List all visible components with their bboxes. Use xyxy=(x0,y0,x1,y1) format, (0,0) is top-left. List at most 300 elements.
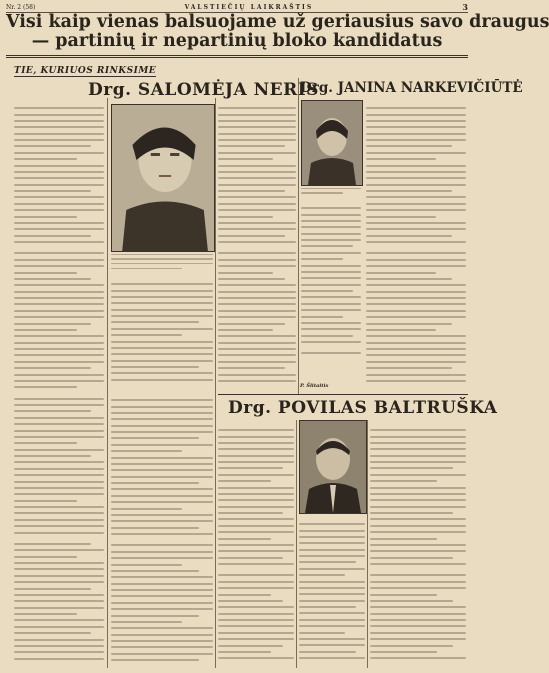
baltruska-heading: Drg. POVILAS BALTRUŠKA xyxy=(228,398,498,418)
text-line xyxy=(14,386,77,388)
text-line xyxy=(14,252,104,254)
text-line xyxy=(218,297,296,299)
text-line xyxy=(370,487,466,489)
text-line xyxy=(301,226,361,228)
text-line xyxy=(370,550,466,552)
text-line xyxy=(14,177,104,179)
text-line xyxy=(218,429,294,431)
text-line xyxy=(299,516,365,521)
text-line xyxy=(111,527,199,529)
text-line xyxy=(218,203,296,205)
text-line xyxy=(299,587,365,589)
text-line xyxy=(218,436,294,438)
text-line xyxy=(301,290,353,292)
text-line xyxy=(218,367,285,369)
text-line xyxy=(14,536,104,541)
text-line xyxy=(111,321,199,323)
text-line xyxy=(299,530,365,532)
text-line xyxy=(14,158,77,160)
text-line xyxy=(370,538,437,540)
neris-photo-caption-lines xyxy=(111,252,213,274)
text-line xyxy=(14,354,104,356)
text-line xyxy=(366,303,466,305)
text-line xyxy=(218,499,294,501)
text-line xyxy=(14,613,77,615)
text-line xyxy=(14,461,104,463)
text-line xyxy=(299,612,365,614)
text-line xyxy=(111,514,213,516)
text-line xyxy=(14,474,104,476)
text-line xyxy=(218,114,296,116)
text-line xyxy=(366,152,466,154)
text-line xyxy=(14,114,104,116)
text-line xyxy=(218,316,296,318)
text-line xyxy=(370,512,453,514)
neris-article-col-2 xyxy=(111,276,213,386)
text-line xyxy=(218,506,294,508)
text-line xyxy=(218,291,296,293)
text-line xyxy=(111,296,213,298)
text-line xyxy=(111,392,213,397)
text-line xyxy=(14,562,104,564)
text-line xyxy=(370,455,466,457)
text-line xyxy=(14,543,91,545)
text-line xyxy=(218,222,296,224)
text-line xyxy=(218,448,294,450)
text-line xyxy=(299,600,365,602)
text-line xyxy=(111,621,182,623)
text-line xyxy=(370,461,466,463)
text-line xyxy=(14,500,77,502)
text-line xyxy=(111,495,213,497)
text-line xyxy=(366,380,466,382)
text-line xyxy=(370,600,453,602)
text-line xyxy=(14,259,104,261)
text-line xyxy=(111,412,213,414)
text-line xyxy=(366,241,466,243)
text-line xyxy=(14,619,104,621)
text-line xyxy=(370,557,453,559)
text-line xyxy=(366,209,466,211)
text-line xyxy=(301,277,361,279)
text-line xyxy=(370,632,466,634)
text-line xyxy=(218,259,296,261)
text-line xyxy=(218,531,294,533)
text-line xyxy=(218,235,285,237)
text-line xyxy=(111,353,213,355)
text-line xyxy=(218,374,296,376)
text-line xyxy=(218,335,296,337)
text-line xyxy=(218,557,283,559)
text-line xyxy=(301,265,361,267)
text-line xyxy=(299,555,365,557)
text-line xyxy=(218,567,294,572)
text-line xyxy=(366,228,466,230)
text-line xyxy=(299,638,365,640)
text-line xyxy=(370,436,466,438)
text-line xyxy=(111,444,213,446)
text-line xyxy=(218,487,294,489)
text-line xyxy=(370,493,466,495)
section-label: TIE, KURIUOS RINKSIME xyxy=(14,66,157,76)
text-line xyxy=(366,184,466,186)
text-line xyxy=(111,347,213,349)
text-line xyxy=(218,272,273,274)
text-line xyxy=(14,241,104,243)
text-line xyxy=(14,329,77,331)
neris-article-col-3 xyxy=(218,100,296,390)
text-line xyxy=(366,177,466,179)
text-line xyxy=(14,455,91,457)
text-line xyxy=(218,152,296,154)
text-line xyxy=(14,487,104,489)
caption-line xyxy=(111,268,182,270)
text-line xyxy=(111,309,213,311)
text-line xyxy=(111,482,199,484)
text-line xyxy=(370,506,466,508)
column-separator xyxy=(296,420,297,668)
text-line xyxy=(299,549,365,551)
text-line xyxy=(301,296,361,298)
text-line xyxy=(111,372,213,374)
text-line xyxy=(218,587,294,589)
text-line xyxy=(366,291,466,293)
text-line xyxy=(299,619,365,621)
text-line xyxy=(370,567,466,572)
text-line xyxy=(218,619,294,621)
text-line xyxy=(111,608,213,610)
text-line xyxy=(14,184,104,186)
text-line xyxy=(14,342,104,344)
text-line xyxy=(366,216,436,218)
text-line xyxy=(14,581,104,583)
text-line xyxy=(111,570,199,572)
text-line xyxy=(218,581,294,583)
text-line xyxy=(370,581,466,583)
text-line xyxy=(218,550,294,552)
text-line xyxy=(366,120,466,122)
text-line xyxy=(14,145,91,147)
text-line xyxy=(366,354,466,356)
text-line xyxy=(218,310,296,312)
text-line xyxy=(111,302,213,304)
text-line xyxy=(301,341,361,343)
text-line xyxy=(218,184,296,186)
text-line xyxy=(218,100,296,105)
text-line xyxy=(366,335,466,337)
text-line xyxy=(14,216,77,218)
text-line xyxy=(218,461,294,463)
narkeviciute-photo-caption-lines xyxy=(301,186,361,198)
text-line xyxy=(299,542,365,544)
text-line xyxy=(14,284,104,286)
text-line xyxy=(111,450,182,452)
text-line xyxy=(14,607,104,609)
text-line xyxy=(111,406,213,408)
text-line xyxy=(14,594,104,596)
text-line xyxy=(14,658,104,660)
text-line xyxy=(14,417,104,419)
narkeviciute-portrait xyxy=(301,100,363,186)
text-line xyxy=(301,200,361,205)
text-line xyxy=(218,342,296,344)
text-line xyxy=(366,114,466,116)
text-line xyxy=(366,374,466,376)
text-line xyxy=(370,429,466,431)
text-line xyxy=(218,107,296,109)
text-line xyxy=(366,361,466,363)
text-line xyxy=(14,391,104,396)
text-line xyxy=(370,525,466,527)
narkeviciute-heading: Drg. JANINA NARKEVIČIŪTĖ xyxy=(300,80,523,96)
text-line xyxy=(366,342,466,344)
text-line xyxy=(14,404,104,406)
portrait-drawing xyxy=(112,105,214,251)
text-line xyxy=(14,430,104,432)
text-line xyxy=(218,563,294,565)
text-line xyxy=(111,595,213,597)
text-line xyxy=(218,480,271,482)
text-line xyxy=(299,632,345,634)
text-line xyxy=(299,593,365,595)
text-line xyxy=(366,107,466,109)
text-line xyxy=(14,335,104,337)
text-line xyxy=(14,588,91,590)
text-line xyxy=(299,644,365,646)
text-line xyxy=(370,531,466,533)
caption-line xyxy=(111,263,213,265)
text-line xyxy=(111,533,213,535)
text-line xyxy=(111,276,213,281)
text-line xyxy=(370,625,466,627)
text-line xyxy=(301,335,353,337)
text-line xyxy=(14,651,104,653)
text-line xyxy=(301,214,361,216)
text-line xyxy=(14,291,104,293)
text-line xyxy=(218,190,285,192)
text-line xyxy=(14,171,104,173)
text-line xyxy=(111,425,213,427)
text-line xyxy=(14,436,104,438)
text-line xyxy=(14,632,91,634)
text-line xyxy=(218,525,294,527)
page-number: 3 xyxy=(462,2,468,12)
text-line xyxy=(14,519,104,521)
text-line xyxy=(301,207,361,209)
text-line xyxy=(366,259,466,261)
text-line xyxy=(366,222,466,224)
text-line xyxy=(218,228,296,230)
neris-article-col-2b xyxy=(111,392,213,668)
text-line xyxy=(218,354,296,356)
text-line xyxy=(366,100,466,105)
text-line xyxy=(299,523,365,525)
text-line xyxy=(218,196,296,198)
text-line xyxy=(301,258,343,260)
text-line xyxy=(14,367,91,369)
text-line xyxy=(218,139,296,141)
text-line xyxy=(14,245,104,250)
text-line xyxy=(218,657,294,659)
text-line xyxy=(366,165,466,167)
text-line xyxy=(370,499,466,501)
text-line xyxy=(218,574,294,576)
text-line xyxy=(218,329,273,331)
text-line xyxy=(14,512,104,514)
text-line xyxy=(111,457,213,459)
newspaper-title: VALSTIEČIŲ LAIKRAŠTIS xyxy=(184,3,314,11)
headline-line-1: Visi kaip vienas balsuojame už geriausius savo draugus xyxy=(6,12,549,32)
text-line xyxy=(299,625,365,627)
text-line xyxy=(366,323,452,325)
text-line xyxy=(111,653,213,655)
text-line xyxy=(14,310,104,312)
text-line xyxy=(370,467,453,469)
narkeviciute-article-col-left xyxy=(301,200,361,360)
text-line xyxy=(111,341,213,343)
text-line xyxy=(218,467,283,469)
text-line xyxy=(14,209,104,211)
text-line xyxy=(14,374,104,376)
text-line xyxy=(111,544,213,546)
text-line xyxy=(301,352,361,354)
text-line xyxy=(14,410,91,412)
text-line xyxy=(218,638,294,640)
text-line xyxy=(218,348,296,350)
text-line xyxy=(14,525,104,527)
baltruska-article-col-1 xyxy=(218,422,294,668)
text-line xyxy=(218,380,296,382)
text-line xyxy=(111,476,213,478)
text-line xyxy=(14,481,104,483)
text-line xyxy=(218,171,296,173)
portrait-drawing xyxy=(302,101,362,185)
text-line xyxy=(218,474,294,476)
text-line xyxy=(301,239,361,241)
text-line xyxy=(111,418,213,420)
text-line xyxy=(111,290,213,292)
text-line xyxy=(14,442,77,444)
text-line xyxy=(14,165,104,167)
text-line xyxy=(370,448,466,450)
text-line xyxy=(111,640,213,642)
text-line xyxy=(14,532,104,534)
text-line xyxy=(366,348,466,350)
text-line xyxy=(111,488,213,490)
text-line xyxy=(370,619,466,621)
text-line xyxy=(111,315,213,317)
text-line xyxy=(366,245,466,250)
text-line xyxy=(366,145,452,147)
neris-heading: Drg. SALOMĖJA NERIS xyxy=(88,80,319,100)
neris-portrait xyxy=(111,104,215,252)
text-line xyxy=(14,152,104,154)
text-line xyxy=(366,367,452,369)
text-line xyxy=(218,651,271,653)
text-line xyxy=(111,360,213,362)
text-line xyxy=(366,265,466,267)
text-line xyxy=(366,126,466,128)
text-line xyxy=(14,139,104,141)
text-line xyxy=(218,645,283,647)
text-line xyxy=(299,536,365,538)
text-line xyxy=(111,576,213,578)
text-line xyxy=(301,316,343,318)
text-line xyxy=(366,139,466,141)
text-line xyxy=(218,120,296,122)
text-line xyxy=(218,303,296,305)
caption-line xyxy=(111,258,213,260)
baltruska-article-col-3 xyxy=(370,422,466,668)
text-line xyxy=(218,455,294,457)
text-line xyxy=(301,345,361,350)
text-line xyxy=(299,574,345,576)
text-line xyxy=(111,334,182,336)
text-line xyxy=(14,575,104,577)
text-line xyxy=(301,220,361,222)
text-line xyxy=(14,506,104,508)
text-line xyxy=(299,657,365,659)
text-line xyxy=(14,272,77,274)
text-line xyxy=(218,600,283,602)
text-line xyxy=(14,126,104,128)
text-line xyxy=(218,133,296,135)
text-line xyxy=(14,120,104,122)
text-line xyxy=(111,646,213,648)
text-line xyxy=(366,235,452,237)
text-line xyxy=(14,568,104,570)
text-line xyxy=(370,518,466,520)
text-line xyxy=(14,361,104,363)
text-line xyxy=(111,557,213,559)
text-line xyxy=(218,284,296,286)
text-line xyxy=(370,544,466,546)
text-line xyxy=(370,563,466,565)
text-line xyxy=(111,463,213,465)
text-line xyxy=(218,512,283,514)
text-line xyxy=(111,659,199,661)
text-line xyxy=(111,551,213,553)
main-headline xyxy=(6,12,549,51)
text-line xyxy=(370,638,466,640)
text-line xyxy=(14,100,104,105)
column-separator xyxy=(367,420,368,668)
text-line xyxy=(370,442,466,444)
issue-number: Nr. 2 (58) xyxy=(6,3,36,11)
text-line xyxy=(218,361,296,363)
text-line xyxy=(218,422,294,427)
text-line xyxy=(366,133,466,135)
baltruska-portrait xyxy=(299,420,367,514)
text-line xyxy=(218,625,294,627)
text-line xyxy=(301,271,361,273)
text-line xyxy=(370,474,466,476)
text-line xyxy=(218,538,271,540)
text-line xyxy=(301,309,361,311)
caption-line xyxy=(111,254,213,256)
text-line xyxy=(301,322,361,324)
text-line xyxy=(14,303,104,305)
text-line xyxy=(14,449,104,451)
text-line xyxy=(14,398,104,400)
text-line xyxy=(14,107,104,109)
text-line xyxy=(218,209,296,211)
text-line xyxy=(370,587,466,589)
column-separator xyxy=(107,98,108,668)
text-line xyxy=(14,348,104,350)
text-line xyxy=(14,626,104,628)
text-line xyxy=(111,469,213,471)
